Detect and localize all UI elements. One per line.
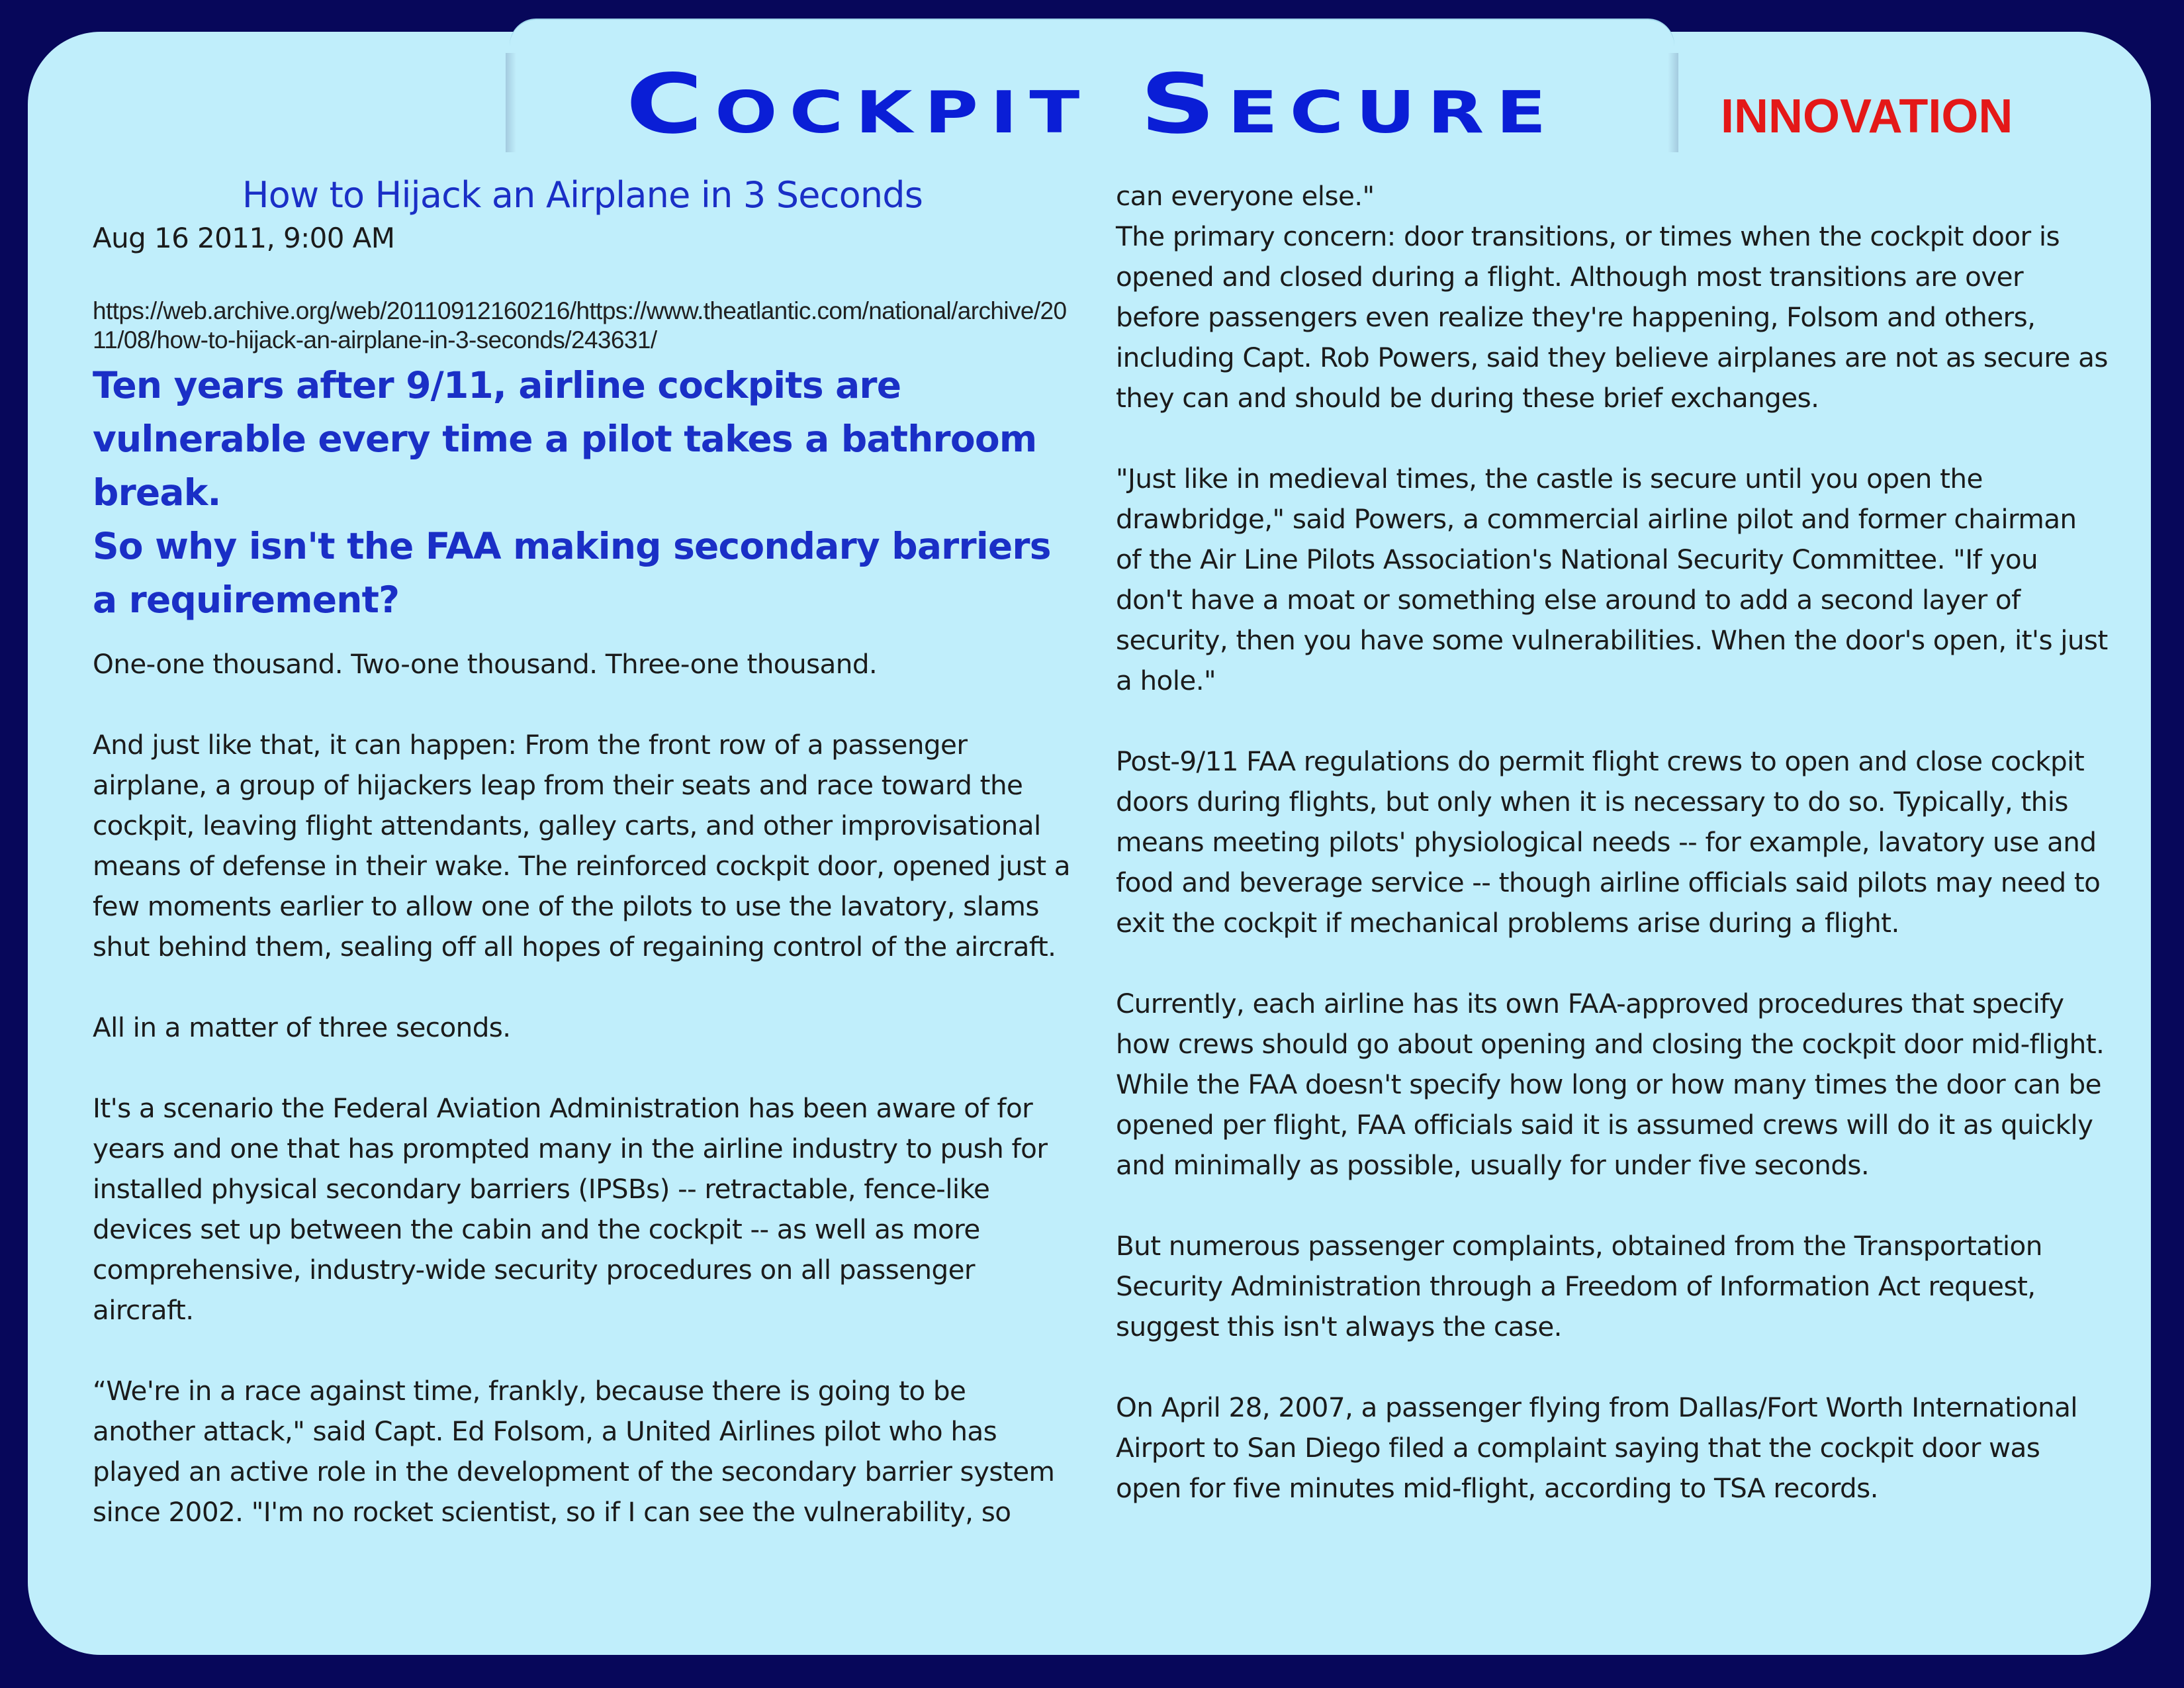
paragraph: One-one thousand. Two-one thousand. Three-one thousand. xyxy=(93,648,878,680)
paragraph: Currently, each airline has its own FAA-approved procedures that specify how crews should go about opening and closing the cockpit door mid-flight. While the FAA doesn't specify how long or how many times the door can be opened per flight, FAA officials said it is assumed crews will do it as quickly and minimally as possible, usually for under five seconds. xyxy=(1116,988,2105,1181)
left-column xyxy=(93,172,1072,1532)
paragraph: It's a scenario the Federal Aviation Administration has been aware of for years and one that has prompted many in the airline industry to push for installed physical secondary barriers (IPSBs) -- retractable, fence-like devices set up between the cabin and the cockpit -- as well as more comprehensive, industry-wide security procedures on all passenger aircraft. xyxy=(93,1092,1048,1326)
article-date: Aug 16 2011, 9:00 AM xyxy=(93,222,395,254)
article-deck xyxy=(93,359,1072,627)
paragraph: All in a matter of three seconds. xyxy=(93,1011,511,1043)
paragraph: The primary concern: door transitions, or times when the cockpit door is opened and closed during a flight. Although most transitions are over before passengers even realize they're happening, Folsom and others, including Capt. Rob Powers, said they believe airplanes are not as secure as they can and should be during these brief exchanges. xyxy=(1116,220,2108,414)
article-url[interactable]: https://web.archive.org/web/20110912160216/https://www.theatlantic.com/national/archive/2011/08/how-to-hijack-an-airplane-in-3-seconds/243631/ xyxy=(93,297,1067,353)
paragraph-continuation: can everyone else." xyxy=(1116,180,1375,212)
left-body xyxy=(93,644,1072,1532)
deck-line-1: Ten years after 9/11, airline cockpits are vulnerable every time a pilot takes a bathroom break. xyxy=(93,364,1037,514)
right-column xyxy=(1116,176,2109,1509)
article-headline: How to Hijack an Airplane in 3 Seconds xyxy=(242,174,923,216)
paragraph: On April 28, 2007, a passenger flying from Dallas/Fort Worth International Airport to San Diego filed a complaint saying that the cockpit door was open for five minutes mid-flight, according to TSA records. xyxy=(1116,1391,2077,1504)
paragraph: “We're in a race against time, frankly, because there is going to be another attack," said Capt. Ed Folsom, a United Airlines pilot who has played an active role in the development of the secondary barrier system since 2002. "I'm no rocket scientist, so if I can see the vulnerability, so xyxy=(93,1375,1055,1528)
paragraph: But numerous passenger complaints, obtained from the Transportation Security Administration through a Freedom of Information Act request, suggest this isn't always the case. xyxy=(1116,1230,2042,1342)
paragraph: Post-9/11 FAA regulations do permit flight crews to open and close cockpit doors during flights, but only when it is necessary to do so. Typically, this means meeting pilots' physiological needs -- for example, lavatory use and food and beverage service -- though airline officials said pilots may need to exit the cockpit if mechanical problems arise during a flight. xyxy=(1116,745,2101,939)
deck-line-2: So why isn't the FAA making secondary barriers a requirement? xyxy=(93,525,1051,621)
masthead-title: Cockpit Secure xyxy=(625,57,1559,152)
section-label: INNOVATION xyxy=(1721,90,2013,143)
paragraph: "Just like in medieval times, the castle is secure until you open the drawbridge," said Powers, a commercial airline pilot and former chairman of the Air Line Pilots Association's National Security Committee. "If you don't have a moat or something else around to add a second layer of security, then you have some vulnerabilities. When the door's open, it's just a hole." xyxy=(1116,463,2108,696)
paragraph: And just like that, it can happen: From the front row of a passenger airplane, a group of hijackers leap from their seats and race toward the cockpit, leaving flight attendants, galley carts, and other improvisational means of defense in their wake. The reinforced cockpit door, opened just a few moments earlier to allow one of the pilots to use the lavatory, slams shut behind them, sealing off all hopes of regaining control of the aircraft. xyxy=(93,729,1071,962)
